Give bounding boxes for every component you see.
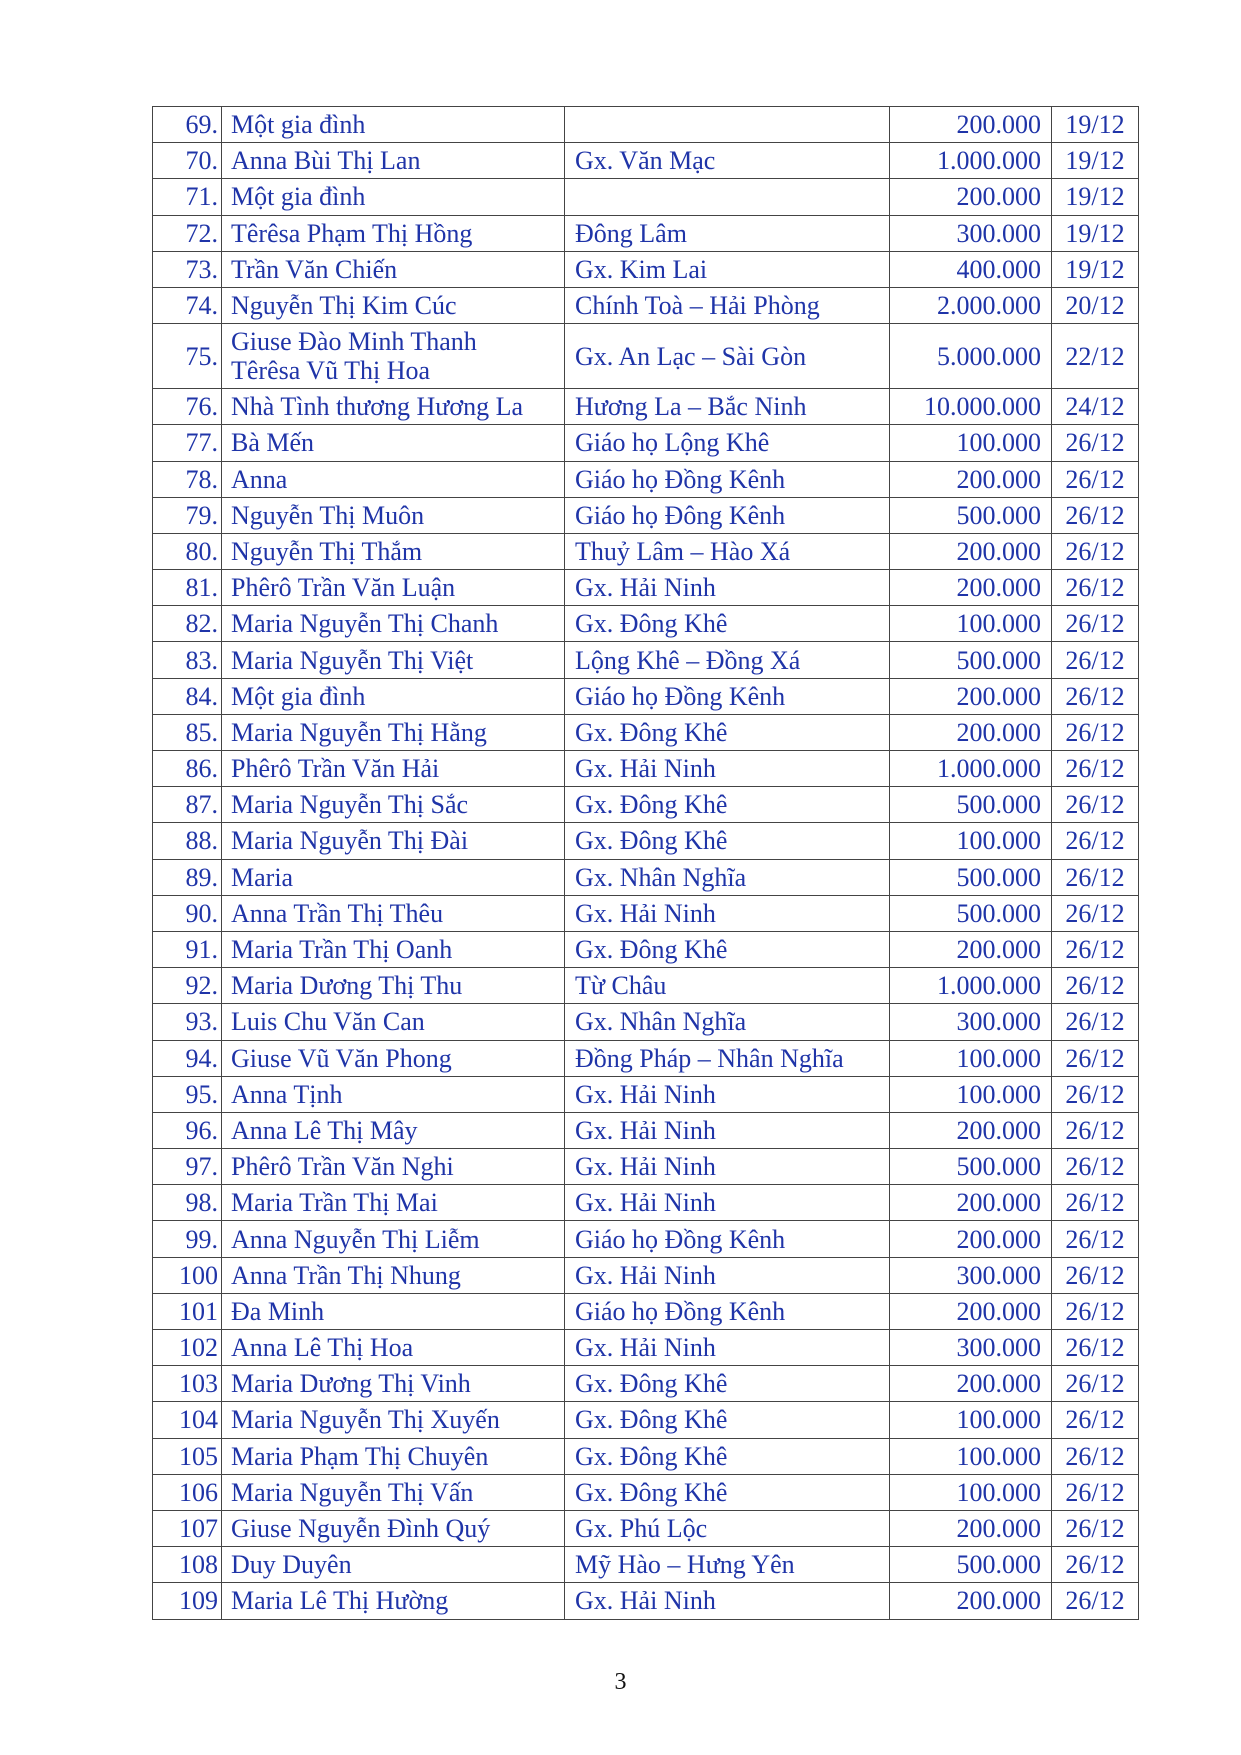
donor-name-cell bbox=[222, 1474, 565, 1510]
amount-cell: 300.000 bbox=[890, 1004, 1052, 1040]
table-row bbox=[153, 143, 1139, 179]
amount-cell: 200.000 bbox=[890, 533, 1052, 569]
table-row bbox=[153, 1366, 1139, 1402]
date-cell: 26/12 bbox=[1052, 1149, 1139, 1185]
row-number-cell: 78. bbox=[153, 461, 222, 497]
amount-cell: 100.000 bbox=[890, 1474, 1052, 1510]
parish-cell: Gx. Đông Khê bbox=[565, 1474, 890, 1510]
page-number: 3 bbox=[614, 1669, 627, 1695]
table-row bbox=[153, 287, 1139, 323]
table-row bbox=[153, 461, 1139, 497]
row-number-cell: 94. bbox=[153, 1040, 222, 1076]
parish-cell: Gx. Hải Ninh bbox=[565, 1330, 890, 1366]
donation-table-body bbox=[153, 107, 1139, 1620]
parish-cell: Gx. Hải Ninh bbox=[565, 1257, 890, 1293]
row-number-cell: 101 bbox=[153, 1293, 222, 1329]
donor-name-cell bbox=[222, 570, 565, 606]
donor-name-line: Maria Nguyễn Thị Đài bbox=[231, 826, 469, 856]
parish-cell: Chính Toà – Hải Phòng bbox=[565, 287, 890, 323]
donor-name-line: Giuse Vũ Văn Phong bbox=[231, 1043, 452, 1073]
donor-name-cell bbox=[222, 606, 565, 642]
row-number-cell: 85. bbox=[153, 714, 222, 750]
row-number-cell: 82. bbox=[153, 606, 222, 642]
parish-cell: Gx. Đông Khê bbox=[565, 714, 890, 750]
row-number-cell: 86. bbox=[153, 751, 222, 787]
amount-cell: 200.000 bbox=[890, 1583, 1052, 1619]
donor-name-cell bbox=[222, 642, 565, 678]
donor-name-line: Maria Nguyễn Thị Hằng bbox=[231, 717, 487, 747]
parish-cell: Giáo họ Đông Kênh bbox=[565, 497, 890, 533]
amount-cell: 100.000 bbox=[890, 823, 1052, 859]
amount-cell: 100.000 bbox=[890, 1438, 1052, 1474]
table-row bbox=[153, 324, 1139, 389]
row-number-cell: 103 bbox=[153, 1366, 222, 1402]
table-row bbox=[153, 497, 1139, 533]
table-row bbox=[153, 251, 1139, 287]
date-cell: 26/12 bbox=[1052, 461, 1139, 497]
parish-cell: Gx. Đông Khê bbox=[565, 606, 890, 642]
table-row bbox=[153, 1438, 1139, 1474]
parish-cell: Gx. Hải Ninh bbox=[565, 1149, 890, 1185]
parish-cell: Gx. An Lạc – Sài Gòn bbox=[565, 324, 890, 389]
donor-name-cell bbox=[222, 968, 565, 1004]
table-row bbox=[153, 179, 1139, 215]
amount-cell: 500.000 bbox=[890, 1149, 1052, 1185]
donor-name-cell bbox=[222, 787, 565, 823]
date-cell: 26/12 bbox=[1052, 968, 1139, 1004]
donor-name-cell bbox=[222, 1257, 565, 1293]
parish-cell: Gx. Văn Mạc bbox=[565, 143, 890, 179]
donor-name-line: Nguyễn Thị Thắm bbox=[231, 536, 423, 566]
table-row bbox=[153, 968, 1139, 1004]
amount-cell: 200.000 bbox=[890, 1366, 1052, 1402]
donor-name-line: Maria Nguyễn Thị Chanh bbox=[231, 609, 499, 639]
donor-name-cell bbox=[222, 1583, 565, 1619]
donor-name-line: Têrêsa Vũ Thị Hoa bbox=[231, 356, 431, 386]
row-number-cell: 100 bbox=[153, 1257, 222, 1293]
date-cell: 26/12 bbox=[1052, 859, 1139, 895]
donor-name-cell bbox=[222, 324, 565, 389]
donor-name-line: Anna Trần Thị Thêu bbox=[231, 898, 444, 928]
date-cell: 19/12 bbox=[1052, 215, 1139, 251]
date-cell: 20/12 bbox=[1052, 287, 1139, 323]
row-number-cell: 106 bbox=[153, 1474, 222, 1510]
row-number-cell: 97. bbox=[153, 1149, 222, 1185]
donation-table bbox=[152, 106, 1139, 1620]
parish-cell: Giáo họ Lộng Khê bbox=[565, 425, 890, 461]
parish-cell: Gx. Hải Ninh bbox=[565, 1076, 890, 1112]
donor-name-cell bbox=[222, 895, 565, 931]
date-cell: 26/12 bbox=[1052, 1257, 1139, 1293]
table-row bbox=[153, 1330, 1139, 1366]
date-cell: 26/12 bbox=[1052, 606, 1139, 642]
parish-cell: Gx. Hải Ninh bbox=[565, 570, 890, 606]
date-cell: 26/12 bbox=[1052, 1474, 1139, 1510]
amount-cell: 200.000 bbox=[890, 107, 1052, 143]
row-number-cell: 83. bbox=[153, 642, 222, 678]
table-row bbox=[153, 1583, 1139, 1619]
row-number-cell: 104 bbox=[153, 1402, 222, 1438]
amount-cell: 1.000.000 bbox=[890, 143, 1052, 179]
amount-cell: 500.000 bbox=[890, 787, 1052, 823]
donor-name-cell bbox=[222, 1185, 565, 1221]
date-cell: 26/12 bbox=[1052, 1438, 1139, 1474]
date-cell: 26/12 bbox=[1052, 895, 1139, 931]
parish-cell: Gx. Hải Ninh bbox=[565, 895, 890, 931]
row-number-cell: 108 bbox=[153, 1547, 222, 1583]
parish-cell: Gx. Đông Khê bbox=[565, 931, 890, 967]
date-cell: 26/12 bbox=[1052, 642, 1139, 678]
donor-name-line: Maria bbox=[231, 862, 294, 892]
donor-name-line: Têrêsa Phạm Thị Hồng bbox=[231, 218, 473, 248]
donor-name-cell bbox=[222, 751, 565, 787]
parish-cell: Gx. Đông Khê bbox=[565, 823, 890, 859]
row-number-cell: 79. bbox=[153, 497, 222, 533]
parish-cell: Gx. Nhân Nghĩa bbox=[565, 859, 890, 895]
row-number-cell: 90. bbox=[153, 895, 222, 931]
row-number-cell: 105 bbox=[153, 1438, 222, 1474]
donor-name-cell bbox=[222, 143, 565, 179]
donor-name-line: Maria Dương Thị Vinh bbox=[231, 1369, 471, 1399]
donor-name-cell bbox=[222, 1221, 565, 1257]
date-cell: 19/12 bbox=[1052, 251, 1139, 287]
donor-name-cell bbox=[222, 1040, 565, 1076]
date-cell: 26/12 bbox=[1052, 570, 1139, 606]
donor-name-cell bbox=[222, 931, 565, 967]
table-row bbox=[153, 1257, 1139, 1293]
parish-cell: Giáo họ Đồng Kênh bbox=[565, 678, 890, 714]
parish-cell: Gx. Đông Khê bbox=[565, 1402, 890, 1438]
parish-cell: Lộng Khê – Đồng Xá bbox=[565, 642, 890, 678]
donor-name-line: Một gia đình bbox=[231, 182, 366, 212]
date-cell: 26/12 bbox=[1052, 1004, 1139, 1040]
donor-name-line: Phêrô Trần Văn Luận bbox=[231, 573, 456, 603]
donor-name-line: Duy Duyên bbox=[231, 1550, 352, 1580]
donor-name-cell bbox=[222, 251, 565, 287]
donor-name-line: Phêrô Trần Văn Hải bbox=[231, 754, 440, 784]
donor-name-cell bbox=[222, 179, 565, 215]
row-number-cell: 99. bbox=[153, 1221, 222, 1257]
date-cell: 26/12 bbox=[1052, 787, 1139, 823]
amount-cell: 200.000 bbox=[890, 1510, 1052, 1546]
donor-name-cell bbox=[222, 1330, 565, 1366]
table-row bbox=[153, 389, 1139, 425]
amount-cell: 100.000 bbox=[890, 425, 1052, 461]
parish-cell: Gx. Nhân Nghĩa bbox=[565, 1004, 890, 1040]
donor-name-line: Giuse Nguyễn Đình Quý bbox=[231, 1514, 491, 1544]
donor-name-line: Phêrô Trần Văn Nghi bbox=[231, 1152, 454, 1182]
table-row bbox=[153, 1293, 1139, 1329]
donor-name-line: Maria Nguyễn Thị Xuyến bbox=[231, 1405, 500, 1435]
amount-cell: 200.000 bbox=[890, 1293, 1052, 1329]
donor-name-line: Maria Nguyễn Thị Việt bbox=[231, 645, 474, 675]
date-cell: 26/12 bbox=[1052, 823, 1139, 859]
row-number-cell: 88. bbox=[153, 823, 222, 859]
donor-name-line: Maria Nguyễn Thị Vấn bbox=[231, 1477, 474, 1507]
donor-name-line: Maria Phạm Thị Chuyên bbox=[231, 1441, 489, 1471]
date-cell: 26/12 bbox=[1052, 1112, 1139, 1148]
donor-name-cell bbox=[222, 1366, 565, 1402]
table-row bbox=[153, 425, 1139, 461]
row-number-cell: 102 bbox=[153, 1330, 222, 1366]
date-cell: 26/12 bbox=[1052, 1040, 1139, 1076]
donor-name-line: Một gia đình bbox=[231, 110, 366, 140]
donor-name-cell bbox=[222, 1510, 565, 1546]
donor-name-line: Maria Lê Thị Hường bbox=[231, 1586, 449, 1616]
parish-cell: Mỹ Hào – Hưng Yên bbox=[565, 1547, 890, 1583]
parish-cell: Gx. Hải Ninh bbox=[565, 1583, 890, 1619]
amount-cell: 300.000 bbox=[890, 215, 1052, 251]
parish-cell: Thuỷ Lâm – Hào Xá bbox=[565, 533, 890, 569]
row-number-cell: 98. bbox=[153, 1185, 222, 1221]
parish-cell: Hương La – Bắc Ninh bbox=[565, 389, 890, 425]
table-row bbox=[153, 642, 1139, 678]
donor-name-cell bbox=[222, 1004, 565, 1040]
amount-cell: 5.000.000 bbox=[890, 324, 1052, 389]
donor-name-cell bbox=[222, 823, 565, 859]
donor-name-line: Giuse Đào Minh Thanh bbox=[231, 327, 477, 357]
row-number-cell: 92. bbox=[153, 968, 222, 1004]
donor-name-line: Anna Lê Thị Hoa bbox=[231, 1333, 414, 1363]
parish-cell: Gx. Đông Khê bbox=[565, 1366, 890, 1402]
amount-cell: 1.000.000 bbox=[890, 751, 1052, 787]
donor-name-cell bbox=[222, 678, 565, 714]
amount-cell: 200.000 bbox=[890, 1112, 1052, 1148]
row-number-cell: 109 bbox=[153, 1583, 222, 1619]
donor-name-line: Anna Tịnh bbox=[231, 1079, 343, 1109]
donor-name-line: Anna Lê Thị Mây bbox=[231, 1115, 418, 1145]
table-row bbox=[153, 215, 1139, 251]
amount-cell: 200.000 bbox=[890, 678, 1052, 714]
row-number-cell: 70. bbox=[153, 143, 222, 179]
table-row bbox=[153, 895, 1139, 931]
parish-cell: Giáo họ Đồng Kênh bbox=[565, 1221, 890, 1257]
row-number-cell: 69. bbox=[153, 107, 222, 143]
date-cell: 26/12 bbox=[1052, 1402, 1139, 1438]
parish-cell bbox=[565, 179, 890, 215]
date-cell: 26/12 bbox=[1052, 1583, 1139, 1619]
table-row bbox=[153, 1149, 1139, 1185]
parish-cell: Gx. Kim Lai bbox=[565, 251, 890, 287]
date-cell: 26/12 bbox=[1052, 1221, 1139, 1257]
row-number-cell: 75. bbox=[153, 324, 222, 389]
row-number-cell: 74. bbox=[153, 287, 222, 323]
parish-cell: Gx. Phú Lộc bbox=[565, 1510, 890, 1546]
table-row bbox=[153, 1221, 1139, 1257]
parish-cell: Gx. Đông Khê bbox=[565, 787, 890, 823]
parish-cell: Từ Châu bbox=[565, 968, 890, 1004]
amount-cell: 200.000 bbox=[890, 461, 1052, 497]
amount-cell: 500.000 bbox=[890, 859, 1052, 895]
row-number-cell: 76. bbox=[153, 389, 222, 425]
amount-cell: 200.000 bbox=[890, 1221, 1052, 1257]
date-cell: 26/12 bbox=[1052, 1293, 1139, 1329]
amount-cell: 2.000.000 bbox=[890, 287, 1052, 323]
row-number-cell: 84. bbox=[153, 678, 222, 714]
amount-cell: 500.000 bbox=[890, 895, 1052, 931]
date-cell: 19/12 bbox=[1052, 107, 1139, 143]
table-row bbox=[153, 1112, 1139, 1148]
donor-name-line: Anna Nguyễn Thị Liễm bbox=[231, 1224, 480, 1254]
table-row bbox=[153, 1040, 1139, 1076]
row-number-cell: 89. bbox=[153, 859, 222, 895]
row-number-cell: 80. bbox=[153, 533, 222, 569]
donor-name-cell bbox=[222, 1112, 565, 1148]
date-cell: 26/12 bbox=[1052, 751, 1139, 787]
table-row bbox=[153, 1076, 1139, 1112]
donor-name-line: Maria Dương Thị Thu bbox=[231, 971, 463, 1001]
row-number-cell: 87. bbox=[153, 787, 222, 823]
date-cell: 24/12 bbox=[1052, 389, 1139, 425]
parish-cell: Giáo họ Đồng Kênh bbox=[565, 1293, 890, 1329]
amount-cell: 10.000.000 bbox=[890, 389, 1052, 425]
amount-cell: 500.000 bbox=[890, 497, 1052, 533]
date-cell: 26/12 bbox=[1052, 1330, 1139, 1366]
row-number-cell: 77. bbox=[153, 425, 222, 461]
donor-name-cell bbox=[222, 461, 565, 497]
table-row bbox=[153, 1510, 1139, 1546]
table-row bbox=[153, 1474, 1139, 1510]
table-row bbox=[153, 678, 1139, 714]
row-number-cell: 93. bbox=[153, 1004, 222, 1040]
amount-cell: 1.000.000 bbox=[890, 968, 1052, 1004]
table-row bbox=[153, 1402, 1139, 1438]
amount-cell: 100.000 bbox=[890, 606, 1052, 642]
parish-cell: Gx. Đông Khê bbox=[565, 1438, 890, 1474]
date-cell: 19/12 bbox=[1052, 179, 1139, 215]
donor-name-line: Maria Nguyễn Thị Sắc bbox=[231, 790, 469, 820]
table-row bbox=[153, 570, 1139, 606]
donor-name-line: Trần Văn Chiến bbox=[231, 254, 398, 284]
amount-cell: 500.000 bbox=[890, 1547, 1052, 1583]
date-cell: 26/12 bbox=[1052, 931, 1139, 967]
donor-name-line: Bà Mến bbox=[231, 428, 315, 458]
amount-cell: 100.000 bbox=[890, 1076, 1052, 1112]
donor-name-cell bbox=[222, 287, 565, 323]
date-cell: 26/12 bbox=[1052, 1185, 1139, 1221]
row-number-cell: 73. bbox=[153, 251, 222, 287]
parish-cell: Gx. Hải Ninh bbox=[565, 1112, 890, 1148]
donor-name-cell bbox=[222, 1547, 565, 1583]
amount-cell: 200.000 bbox=[890, 714, 1052, 750]
date-cell: 22/12 bbox=[1052, 324, 1139, 389]
date-cell: 26/12 bbox=[1052, 678, 1139, 714]
donor-name-cell bbox=[222, 425, 565, 461]
amount-cell: 500.000 bbox=[890, 642, 1052, 678]
table-row bbox=[153, 714, 1139, 750]
parish-cell: Gx. Hải Ninh bbox=[565, 751, 890, 787]
date-cell: 26/12 bbox=[1052, 497, 1139, 533]
donor-name-line: Anna bbox=[231, 464, 288, 494]
donor-name-line: Maria Trần Thị Oanh bbox=[231, 935, 453, 965]
donor-name-cell bbox=[222, 1293, 565, 1329]
table-row bbox=[153, 1004, 1139, 1040]
date-cell: 26/12 bbox=[1052, 425, 1139, 461]
date-cell: 26/12 bbox=[1052, 1547, 1139, 1583]
row-number-cell: 71. bbox=[153, 179, 222, 215]
donor-name-cell bbox=[222, 1438, 565, 1474]
row-number-cell: 96. bbox=[153, 1112, 222, 1148]
donor-name-line: Một gia đình bbox=[231, 681, 366, 711]
donor-name-line: Nguyễn Thị Kim Cúc bbox=[231, 291, 457, 321]
donor-name-cell bbox=[222, 714, 565, 750]
donor-name-cell bbox=[222, 107, 565, 143]
donor-name-cell bbox=[222, 497, 565, 533]
donor-name-cell bbox=[222, 1149, 565, 1185]
amount-cell: 400.000 bbox=[890, 251, 1052, 287]
table-row bbox=[153, 533, 1139, 569]
donor-name-line: Anna Trần Thị Nhung bbox=[231, 1260, 461, 1290]
donor-name-line: Anna Bùi Thị Lan bbox=[231, 146, 421, 176]
donor-name-line: Maria Trần Thị Mai bbox=[231, 1188, 438, 1218]
table-row bbox=[153, 823, 1139, 859]
donor-name-cell bbox=[222, 533, 565, 569]
row-number-cell: 81. bbox=[153, 570, 222, 606]
table-row bbox=[153, 1185, 1139, 1221]
donor-name-cell bbox=[222, 859, 565, 895]
donor-name-line: Nguyễn Thị Muôn bbox=[231, 500, 425, 530]
amount-cell: 200.000 bbox=[890, 179, 1052, 215]
parish-cell: Giáo họ Đồng Kênh bbox=[565, 461, 890, 497]
parish-cell: Đồng Pháp – Nhân Nghĩa bbox=[565, 1040, 890, 1076]
date-cell: 26/12 bbox=[1052, 1076, 1139, 1112]
parish-cell bbox=[565, 107, 890, 143]
table-row bbox=[153, 787, 1139, 823]
table-row bbox=[153, 859, 1139, 895]
donor-name-line: Luis Chu Văn Can bbox=[231, 1007, 425, 1037]
table-row bbox=[153, 107, 1139, 143]
donor-name-cell bbox=[222, 389, 565, 425]
date-cell: 26/12 bbox=[1052, 1510, 1139, 1546]
row-number-cell: 72. bbox=[153, 215, 222, 251]
parish-cell: Gx. Hải Ninh bbox=[565, 1185, 890, 1221]
date-cell: 26/12 bbox=[1052, 533, 1139, 569]
amount-cell: 200.000 bbox=[890, 570, 1052, 606]
row-number-cell: 95. bbox=[153, 1076, 222, 1112]
date-cell: 19/12 bbox=[1052, 143, 1139, 179]
amount-cell: 200.000 bbox=[890, 931, 1052, 967]
donor-name-cell bbox=[222, 215, 565, 251]
amount-cell: 300.000 bbox=[890, 1257, 1052, 1293]
parish-cell: Đông Lâm bbox=[565, 215, 890, 251]
row-number-cell: 107 bbox=[153, 1510, 222, 1546]
date-cell: 26/12 bbox=[1052, 714, 1139, 750]
table-row bbox=[153, 751, 1139, 787]
table-row bbox=[153, 931, 1139, 967]
amount-cell: 300.000 bbox=[890, 1330, 1052, 1366]
row-number-cell: 91. bbox=[153, 931, 222, 967]
donor-name-line: Nhà Tình thương Hương La bbox=[231, 392, 524, 422]
table-row bbox=[153, 1547, 1139, 1583]
donor-name-cell bbox=[222, 1076, 565, 1112]
amount-cell: 200.000 bbox=[890, 1185, 1052, 1221]
donor-name-line: Đa Minh bbox=[231, 1296, 325, 1326]
amount-cell: 100.000 bbox=[890, 1040, 1052, 1076]
date-cell: 26/12 bbox=[1052, 1366, 1139, 1402]
table-row bbox=[153, 606, 1139, 642]
amount-cell: 100.000 bbox=[890, 1402, 1052, 1438]
donor-name-cell bbox=[222, 1402, 565, 1438]
